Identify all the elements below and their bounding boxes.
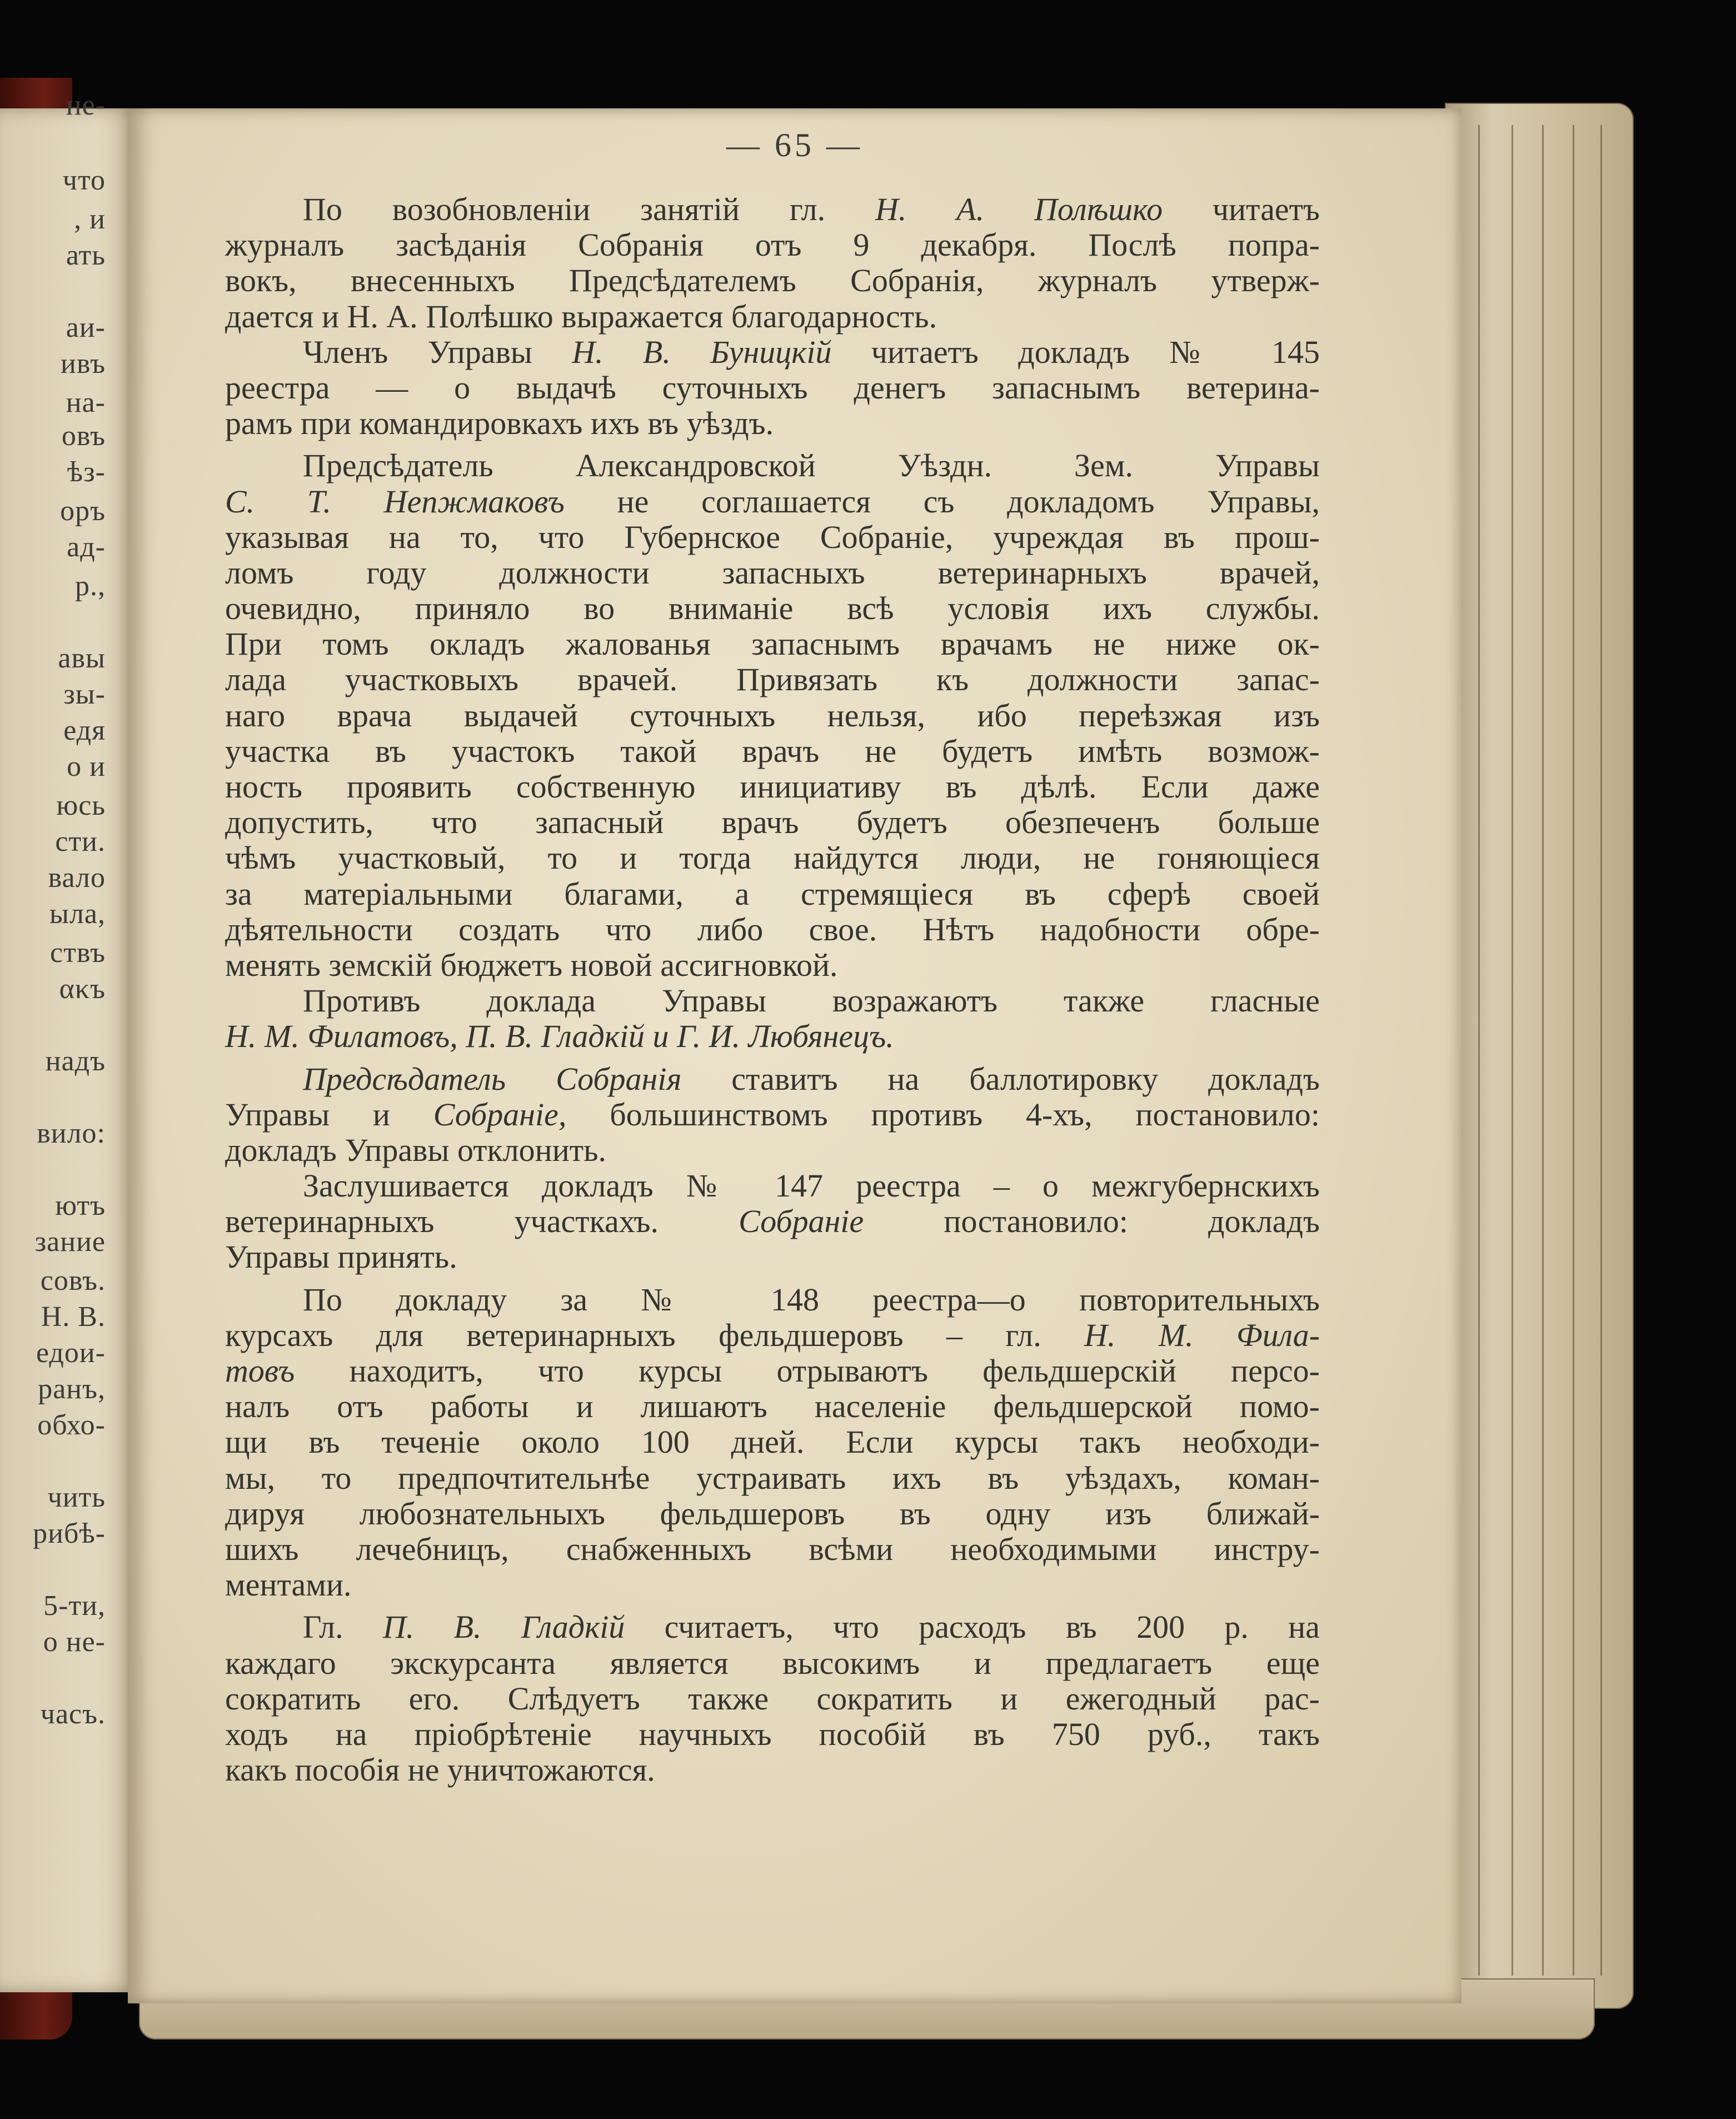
text-run: читаетъ докладъ № 145 [831,333,1320,370]
text-line [225,876,1320,912]
left-page-fragment: часъ. [40,1698,106,1730]
text-run: докладъ Управы отклонить. [225,1131,607,1168]
left-page-fragment: о не- [43,1626,106,1658]
text-run: указывая на то, что Губернское Собраніе, учреждая въ прош- [225,518,1320,555]
text-line [225,192,1320,227]
paragraph [225,1061,1320,1169]
text-line [225,1389,1320,1424]
left-page-fragment: овъ [61,420,106,452]
left-page-fragment: р., [75,570,106,602]
page-edge-line [1542,125,1544,1976]
text-line [225,335,1320,370]
paragraph [225,983,1320,1054]
page-number: — 65 — [726,127,863,163]
text-run: читаетъ [1163,191,1320,227]
text-line [225,1097,1320,1133]
text-run: Управы принять. [225,1239,457,1275]
text-run: лада участковыхъ врачей. Привязать къ должности запас- [225,661,1320,698]
left-page-fragment: вило: [37,1118,106,1149]
text-run: По возобновленіи занятій гл. [303,191,875,227]
italic-name: Н. М. Фила- [1084,1317,1320,1353]
text-run: курсахъ для ветеринарныхъ фельдшеровъ – гл. [225,1317,1085,1353]
text-run: дается и Н. А. Полѣшко выражается благодарность. [225,298,937,335]
text-run: рамъ при командировкахъ ихъ въ уѣздъ. [225,405,774,442]
text-line [225,734,1320,769]
left-page-fragment: , и [74,203,106,235]
left-page-fragment: оръ [60,495,106,527]
left-page-fragment: аи- [66,312,106,343]
left-page-fragment: зы- [63,679,106,710]
text-line [225,840,1320,876]
italic-name: товъ [225,1353,295,1389]
italic-name: С. Т. Непжмаковъ [225,483,565,520]
page-stack-edge [1445,103,1634,2009]
left-page-fragment: совъ. [40,1265,106,1297]
text-run: шихъ лечебницъ, снабженныхъ всѣми необходимыми инстру- [225,1530,1320,1567]
left-page-fragment: ѣз- [67,456,106,488]
page-edge-line [1511,125,1513,1976]
text-line [225,227,1320,263]
paragraph [225,1282,1320,1603]
text-run: чѣмъ участковый, то и тогда найдутся люди, не гоняющіеся [225,840,1320,876]
text-line [225,1019,1320,1054]
italic-name: Н. А. Полѣшко [875,191,1163,227]
left-page-fragment: ыла, [49,898,106,930]
left-page-fragment: авы [58,642,106,674]
text-line [225,1061,1320,1097]
text-line [225,805,1320,840]
left-page-fragment: чить [47,1482,106,1513]
page-edge-line [1600,125,1602,1976]
text-line [225,1717,1320,1752]
text-line [225,484,1320,520]
text-run: ставитъ на баллотировку докладъ [681,1060,1320,1097]
italic-name: Собраніе [739,1203,864,1240]
left-page-fragment: ютъ [55,1190,106,1221]
text-line [225,698,1320,734]
left-page [0,89,139,1992]
text-line [225,1646,1320,1681]
left-page-fragment: вало [48,862,106,894]
italic-name: Н. М. Филатовъ, П. В. Гладкій и Г. И. Любянецъ. [225,1018,894,1055]
text-run: ность проявить собственную инициативу въ дѣлѣ. Если даже [225,769,1320,805]
paragraph [225,1609,1320,1788]
text-line [225,948,1320,983]
text-run: считаетъ, что расходъ въ 200 р. на [625,1609,1320,1646]
left-page-fragment: ακъ [59,973,106,1005]
text-run: менять земскій бюджетъ новой ассигновкой. [225,946,838,983]
left-page-fragment: ранъ, [38,1373,106,1405]
text-line [225,448,1320,483]
text-run: ветеринарныхъ участкахъ. [225,1203,739,1240]
right-page [128,108,1461,2003]
text-run: за матеріальными благами, а стремящіеся въ сферѣ своей [225,875,1320,912]
text-line [225,1204,1320,1239]
left-page-fragment: не- [66,89,106,121]
text-line [225,555,1320,591]
text-line [225,406,1320,441]
text-run: ломъ году должности запасныхъ ветеринарныхъ врачей, [225,554,1320,591]
italic-name: Предсѣдатель Собранія [303,1060,682,1097]
text-run: щи въ теченіе около 100 дней. Если курсы такъ необходи- [225,1424,1320,1460]
text-line [225,370,1320,406]
text-run: дѣятельности создать что либо свое. Нѣтъ надобности обре- [225,911,1320,948]
left-page-fragment: 5-ти, [43,1590,106,1622]
paragraph [225,192,1320,335]
text-line [225,983,1320,1019]
left-page-fragment: сти. [55,826,106,857]
text-line [225,1133,1320,1168]
text-line [225,520,1320,555]
text-run: допустить, что запасный врачъ будетъ обезпеченъ больше [225,804,1320,841]
text-line [225,1460,1320,1496]
text-line [225,591,1320,626]
text-run: очевидно, приняло во вниманіе всѣ условія ихъ службы. [225,590,1320,627]
text-line [225,769,1320,805]
text-run: дируя любознательныхъ фельдшеровъ въ одну изъ ближай- [225,1495,1320,1532]
text-line [225,662,1320,697]
left-page-fragment: едои- [36,1337,106,1369]
italic-name: П. В. Гладкій [382,1609,625,1646]
text-run: Заслушивается докладъ № 147 реестра – о межгубернскихъ [303,1168,1320,1204]
left-page-fragment: на- [66,387,106,418]
text-body [225,192,1320,1788]
text-run: каждаго экскурсанта является высокимъ и предлагаетъ еще [225,1644,1320,1681]
text-line [225,299,1320,335]
text-line [225,1609,1320,1645]
left-page-fragment: надъ [45,1045,106,1077]
text-line [225,1282,1320,1318]
paragraph [225,335,1320,442]
text-line [225,1353,1320,1389]
text-line [225,1318,1320,1353]
left-page-fragment: рибѣ- [33,1518,106,1549]
text-run: При томъ окладъ жалованья запаснымъ врачамъ не ниже ок- [225,626,1320,662]
text-run: Предсѣдатель Александровской Уѣздн. Зем. Управы [303,447,1320,484]
text-run: участка въ участокъ такой врачъ не будетъ имѣть возмож- [225,732,1320,769]
text-run: Управы и [225,1096,433,1133]
page-edge-line [1573,125,1574,1976]
left-page-fragment: юсь [56,790,106,821]
left-page-fragment: зание [34,1226,106,1258]
text-run: налъ отъ работы и лишаютъ населеніе фельдшерской помо- [225,1388,1320,1425]
left-page-fragment: ад- [67,531,106,563]
text-run: не соглашается съ докладомъ Управы, [564,483,1320,520]
text-run: ходъ на пріобрѣтеніе научныхъ пособій въ 750 руб., такъ [225,1716,1320,1752]
text-run: Противъ доклада Управы возражаютъ также гласные [303,983,1320,1019]
text-line [225,1532,1320,1567]
left-page-fragment: ивъ [61,348,106,380]
text-run: журналъ засѣданія Собранія отъ 9 декабря. Послѣ попра- [225,227,1320,263]
text-line [225,1567,1320,1603]
text-line [225,1681,1320,1717]
left-page-fragment: что [62,164,106,196]
text-line [225,1239,1320,1275]
text-line [225,626,1320,662]
text-line [225,1496,1320,1532]
paragraph [225,448,1320,983]
text-line [225,1424,1320,1460]
text-run: реестра — о выдачѣ суточныхъ денегъ запаснымъ ветерина- [225,369,1320,406]
text-run: находитъ, что курсы отрываютъ фельдшерскій персо- [295,1353,1320,1389]
left-page-fragment: ать [66,240,106,271]
left-page-fragment: Н. В. [41,1301,106,1333]
text-run: ментами. [225,1567,352,1603]
text-line [225,1168,1320,1204]
paragraph [225,1168,1320,1275]
left-page-fragment: о и [67,751,106,782]
italic-name: Н. В. Буницкій [572,333,832,370]
text-line [225,263,1320,298]
text-run: Членъ Управы [303,333,572,370]
text-line [225,1752,1320,1788]
italic-name: Собраніе, [433,1096,567,1133]
page-edge-line [1478,125,1480,1976]
text-run: Гл. [303,1609,383,1646]
text-run: сократить его. Слѣдуетъ также сократить и ежегодный рас- [225,1680,1320,1717]
left-page-fragment: ствъ [50,937,106,969]
text-run: вокъ, внесенныхъ Предсѣдателемъ Собранія, журналъ утверж- [225,262,1320,299]
text-line [225,912,1320,948]
left-page-fragment: едя [63,715,106,746]
text-run: наго врача выдачей суточныхъ нельзя, ибо переѣзжая изъ [225,697,1320,734]
left-page-fragment: обхо- [37,1409,106,1441]
text-run: По докладу за № 148 реестра—о повторительныхъ [303,1281,1320,1318]
text-run: какъ пособія не уничтожаются. [225,1752,655,1788]
text-run: мы, то предпочтительнѣе устраивать ихъ въ уѣздахъ, коман- [225,1459,1320,1496]
text-run: постановило: докладъ [864,1203,1320,1240]
text-run: большинствомъ противъ 4-хъ, постановило: [566,1096,1320,1133]
